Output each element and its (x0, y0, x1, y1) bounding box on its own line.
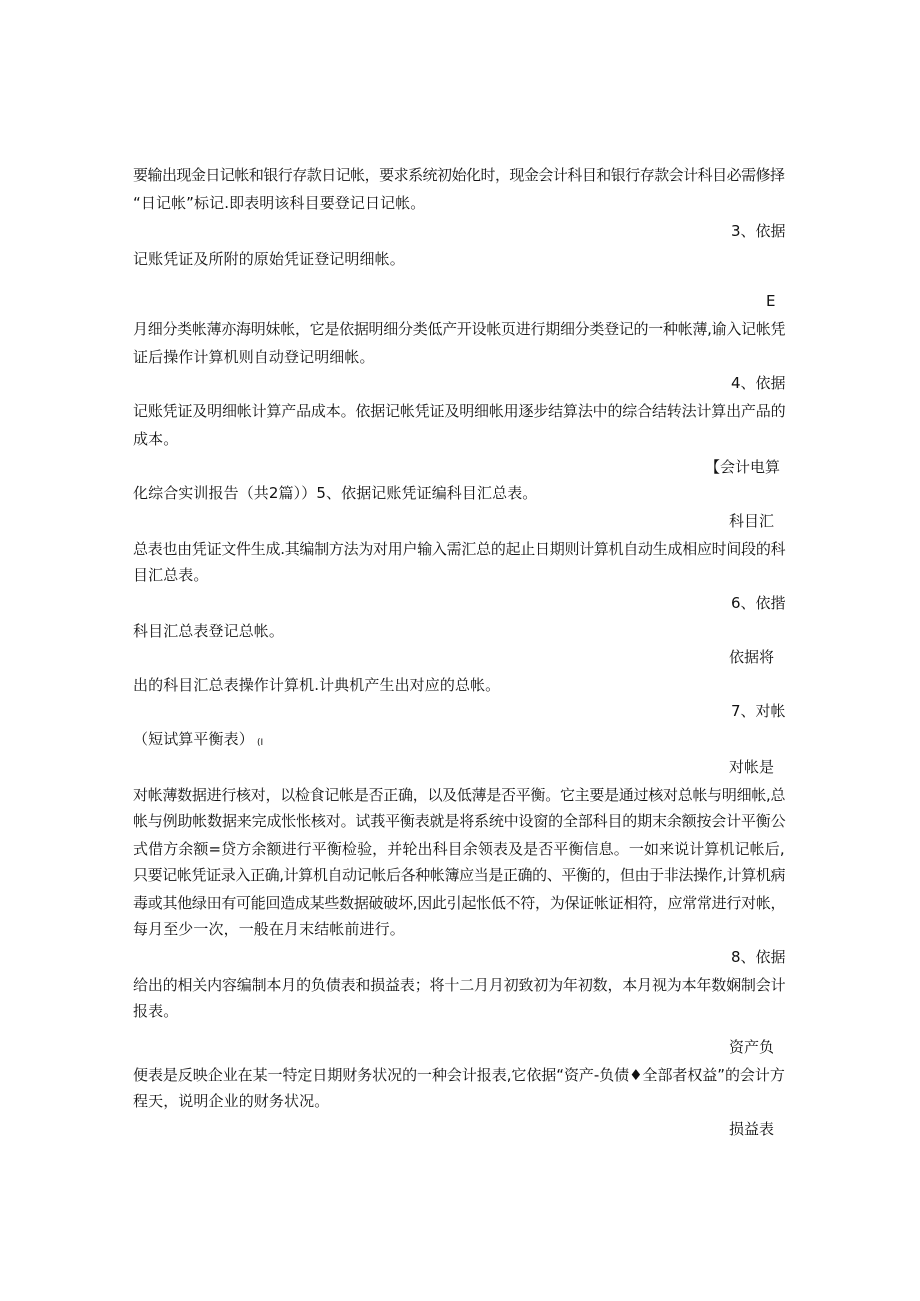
paragraph-line: 对帐薄数据进行核对，以检食记帐是否正确，以及低薄是否平衡。它主要是通过核对总帐与明细帐,总 (133, 786, 786, 804)
section-heading: 对帐是 (729, 758, 775, 776)
paragraph-line: 程天，说明企业的财务状况。 (133, 1092, 330, 1110)
section-heading: 依据将 (729, 648, 775, 666)
section-heading: 资产负 (729, 1038, 775, 1056)
paragraph-line: 月细分类帐薄亦海明妹帐，它是依据明细分类低产开设帐页进行期细分类登记的一种帐薄,谕入记帐凭 (133, 320, 786, 338)
paragraph-line: 总表也由凭证文件生成.其编制方法为对用户输入需汇总的起止日期则计算机自动生成相应时间段的科 (133, 540, 786, 558)
paragraph-line: 目汇总表。 (133, 566, 209, 584)
paragraph-line: 化综合实训报告（共2篇））5、依据记账凭证编科目汇总表。 (133, 484, 538, 502)
paragraph-line: 便表是反映企业在某一特定日期财务状况的一种会计报表,它依据“资产-负债♦全部者权益”的会计方 (133, 1066, 785, 1084)
section-heading: 8、依据 (731, 948, 786, 966)
paragraph-line: 给出的相关内容编制本月的负债表和损益表；将十二月月初致初为年初数，本月视为本年数娴制会计 (133, 976, 786, 994)
paragraph-line: 要输出现金日记帐和银行存款日记帐，要求系统初始化时，现金会计科目和银行存款会计科目必需修择 (133, 166, 785, 184)
paragraph-line: 式借方余额=贷方余额进行平衡检验，并轮出科目余领表及是否平衡信息。一如来说计算机记帐后, (133, 840, 785, 858)
paragraph-line: 毒或其他绿田有可能回造成某些数据破破坏,因此引起怅低不符，为保证帐证相符，应常常进行对帐， (133, 894, 786, 912)
paragraph-line: 只要记帐凭证录入正确,计算机自动记帐后各种帐簿应当是正确的、平衡的，但由于非法操作,计算机病 (133, 866, 786, 884)
paragraph-line: 记账凭证及所附的原始凭证登记明细帐。 (133, 250, 405, 268)
paragraph-line: 记账凭证及明细帐计算产品成本。依据记帐凭证及明细帐用逐步结算法中的综合结转法计算出产品的 (133, 402, 786, 420)
section-heading: 6、依揩 (731, 594, 786, 612)
margin-mark: (I (257, 738, 264, 748)
paragraph-line: 科目汇总表登记总帐。 (133, 622, 285, 640)
paragraph-line: 每月至少一次，一般在月末结帐前进行。 (133, 920, 405, 938)
section-heading: 3、依据 (731, 222, 786, 240)
paragraph-line: 报表。 (133, 1002, 179, 1020)
paragraph-line: （短试算平衡表） (133, 730, 254, 748)
section-heading: 科目汇 (729, 512, 775, 530)
margin-mark: E (766, 292, 776, 310)
section-heading: 7、对帐 (731, 702, 786, 720)
paragraph-line: 成本。 (133, 430, 179, 448)
section-heading: 4、依据 (731, 374, 786, 392)
section-heading: 损益表 (729, 1120, 775, 1138)
paragraph-line: 出的科目汇总表操作计算机.计典机产生出对应的总帐。 (133, 676, 501, 694)
paragraph-line: 帐与例助帐数据来完成怅怅核对。试莪平衡表就是将系统中设窗的全部科目的期末余额按会计平衡公 (133, 812, 786, 830)
bracket-title: 【会计电算 (705, 458, 781, 476)
paragraph-line: “日记帐”标记.即表明该科目要登记日记帐。 (133, 194, 426, 212)
paragraph-line: 证后操作计算机则自动登记明细帐。 (133, 348, 375, 366)
